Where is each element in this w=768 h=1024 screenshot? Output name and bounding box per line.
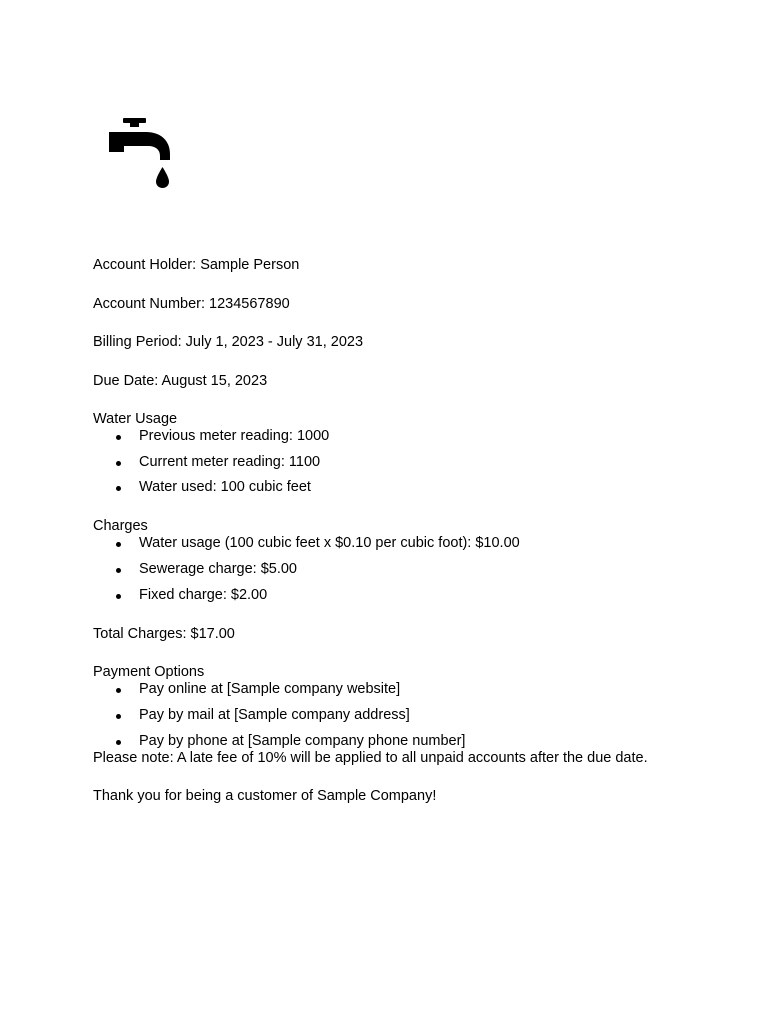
water-faucet-icon	[108, 118, 172, 190]
bullet-icon	[116, 542, 121, 547]
bullet-icon	[116, 568, 121, 573]
list-item	[93, 681, 673, 698]
list-item-text: Water usage (100 cubic feet x $0.10 per cubic foot): $10.00	[139, 535, 520, 552]
list-item	[93, 535, 673, 552]
bill-content	[93, 257, 673, 805]
charges-list	[93, 535, 673, 603]
payment-options-list	[93, 681, 673, 749]
billing-period: Billing Period: July 1, 2023 - July 31, 2023	[93, 334, 364, 350]
charges-heading: Charges	[93, 518, 148, 535]
list-item-text: Pay online at [Sample company website]	[139, 681, 401, 698]
list-item-text: Sewerage charge: $5.00	[139, 561, 297, 578]
list-item	[93, 587, 673, 604]
list-item	[93, 561, 673, 578]
list-item-text: Water used: 100 cubic feet	[139, 479, 311, 496]
list-item	[93, 707, 673, 724]
bullet-icon	[116, 435, 121, 440]
bullet-icon	[116, 486, 121, 491]
total-charges: Total Charges: $17.00	[93, 625, 235, 642]
list-item-text: Current meter reading: 1100	[139, 453, 321, 470]
bullet-icon	[116, 594, 121, 599]
bullet-icon	[116, 461, 121, 466]
list-item-text: Pay by mail at [Sample company address]	[139, 706, 410, 723]
list-item-text: Previous meter reading: 1000	[139, 428, 330, 444]
thank-you-message: Thank you for being a customer of Sample Company!	[93, 788, 437, 805]
account-number: Account Number: 1234567890	[93, 295, 290, 312]
water-usage-heading: Water Usage	[93, 411, 178, 427]
due-date: Due Date: August 15, 2023	[93, 372, 268, 389]
account-holder: Account Holder: Sample Person	[93, 257, 300, 273]
bullet-icon	[116, 714, 121, 719]
water-usage-list	[93, 428, 673, 496]
payment-options-heading: Payment Options	[93, 664, 205, 681]
list-item-text: Pay by phone at [Sample company phone number]	[139, 732, 466, 749]
late-fee-note: Please note: A late fee of 10% will be applied to all unpaid accounts after the due date.	[93, 749, 648, 766]
list-item	[93, 479, 673, 496]
list-item	[93, 454, 673, 471]
bullet-icon	[116, 740, 121, 745]
list-item-text: Fixed charge: $2.00	[139, 586, 268, 603]
list-item	[93, 733, 673, 750]
bullet-icon	[116, 688, 121, 693]
list-item	[93, 428, 673, 445]
